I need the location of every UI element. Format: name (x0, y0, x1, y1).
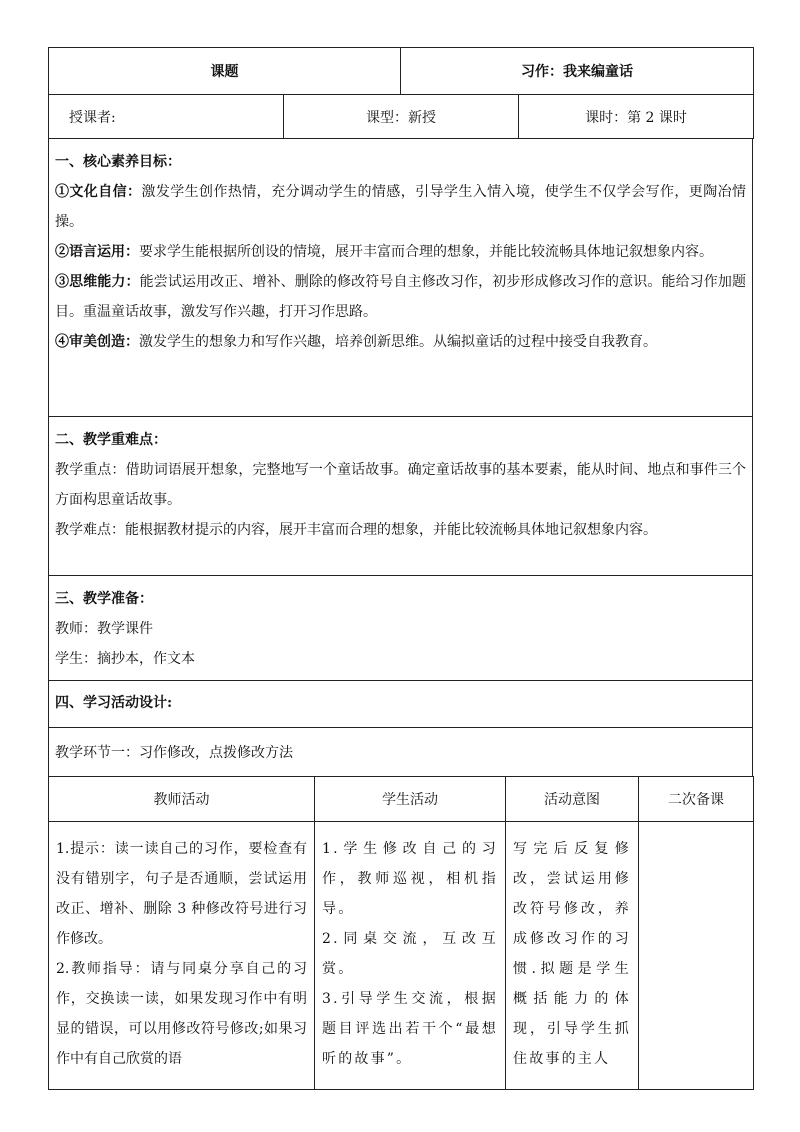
key-difficulty: 教学难点：能根据教材提示的内容，展开丰富而合理的想象，并能比较流畅具体地记叙想象内容。 (55, 522, 657, 538)
col-intent: 活动意图 (506, 777, 639, 822)
student-step: 1.学生修改自己的习作，教师巡视，相机指导。 (322, 841, 498, 917)
teacher-field: 授课者: (49, 95, 284, 139)
teacher-step: 1.提示：读一读自己的习作，要检查有没有错别字，句子是否通顺，尝试运用改正、增补、删除 3 种修改符号进行习作修改。 (56, 841, 307, 947)
col-second-prep: 二次备课 (639, 777, 754, 822)
section-preparation (49, 576, 753, 681)
objective-item (55, 177, 746, 237)
teacher-step: 2.教师指导：请与同桌分享自己的习作，交换读一读，如果发现习作中有明显的错误，可以用修改符号修改;如果习作中有自己欣赏的语 (56, 961, 307, 1067)
topic-value: 习作：我来编童话 (401, 48, 754, 95)
col-teacher-activity: 教师活动 (49, 777, 315, 822)
second-prep-cell[interactable] (639, 822, 754, 1090)
objective-lead: ①文化自信： (55, 184, 142, 200)
lesson-type: 课型：新授 (284, 95, 519, 139)
section-title: 一、核心素养目标： (55, 154, 181, 170)
lesson-period: 课时：第 2 课时 (519, 95, 754, 139)
prep-teacher: 教师：教学课件 (55, 621, 153, 637)
objective-text: 要求学生能根据所创设的情境，展开丰富而合理的想象，并能比较流畅具体地记叙想象内容。 (139, 244, 713, 260)
objective-item (55, 267, 746, 327)
objective-lead: ②语言运用： (55, 244, 139, 260)
student-activity-cell (315, 822, 506, 1090)
student-step: 3.引导学生交流，根据题目评选出若干个“最想听的故事”。 (322, 991, 498, 1067)
objective-lead: ③思维能力： (55, 274, 140, 290)
objective-text: 能尝试运用改正、增补、删除的修改符号自主修改习作，初步形成修改习作的意识。能给习作加题目。重温童话故事，激发写作兴趣，打开习作思路。 (55, 274, 746, 320)
section-title: 三、教学准备： (55, 591, 153, 607)
prep-student: 学生：摘抄本，作文本 (55, 651, 195, 667)
activity-table (48, 776, 754, 1090)
section-key-points (49, 417, 753, 576)
section-objectives (49, 139, 753, 417)
intent-text: 写完后反复修改，尝试运用修改符号修改，养成修改习作的习惯.拟题是学生概括能力的体现，引导学生抓住故事的主人 (513, 841, 631, 1067)
topic-label: 课题 (49, 48, 401, 95)
lesson-plan (48, 47, 753, 1090)
section-title: 四、学习活动设计: (55, 695, 173, 711)
teacher-activity-cell (49, 822, 315, 1090)
objective-item (55, 327, 746, 357)
objective-text: 激发学生创作热情，充分调动学生的情感，引导学生入情入境，使学生不仅学会写作，更陶冶情操。 (55, 184, 747, 230)
meta-table (48, 94, 754, 139)
section-activity-design (49, 681, 753, 728)
content-table (48, 138, 753, 728)
key-focus: 教学重点：借助词语展开想象，完整地写一个童话故事。确定童话故事的基本要素，能从时间、地点和事件三个方面构思童话故事。 (55, 462, 746, 508)
intent-cell (506, 822, 639, 1090)
objective-text: 激发学生的想象力和写作兴趣，培养创新思维。从编拟童话的过程中接受自我教育。 (139, 334, 657, 350)
section-title: 二、教学重难点： (55, 432, 167, 448)
header-table (48, 47, 754, 95)
objective-item (55, 237, 746, 267)
teaching-link-title: 教学环节一：习作修改，点拨修改方法 (49, 728, 753, 777)
objective-lead: ④审美创造： (55, 334, 139, 350)
col-student-activity: 学生活动 (315, 777, 506, 822)
link-table (48, 727, 753, 777)
student-step: 2.同桌交流，互改互赏。 (322, 931, 498, 977)
